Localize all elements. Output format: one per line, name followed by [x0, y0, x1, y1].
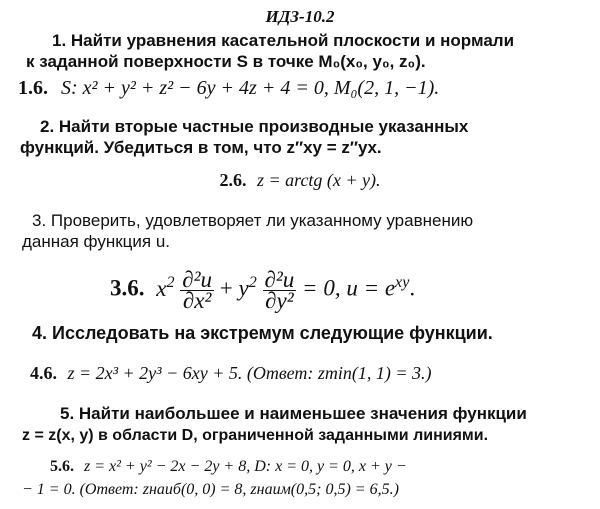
task5-item-line2: − 1 = 0. (Ответ: zнаиб(0, 0) = 8, zнаим(0,5; 0,5) = 6,5.) [22, 481, 399, 498]
task1-item [18, 78, 439, 99]
frac2-numerator: ∂²u [264, 266, 295, 292]
fraction-d2u-dx2 [180, 266, 214, 313]
fraction-d2u-dy2 [263, 266, 297, 313]
task3-line1: 3. Проверить, удовлетворяет ли указанному уравнению [32, 211, 474, 230]
task4-item [30, 363, 432, 384]
task3-end: . [409, 275, 416, 301]
task2-item-label: 2.6. [219, 170, 247, 190]
frac2-denominator: ∂y² [265, 287, 294, 313]
task4-line1: 4. Исследовать на экстремум следующие функции. [32, 323, 493, 343]
task2-item-text: z = arctg (x + y). [256, 170, 381, 190]
frac1-numerator: ∂²u [182, 266, 213, 292]
task2-line1: 2. Найти вторые частные производные указанных [40, 117, 469, 136]
task1-item-label: 1.6. [18, 77, 48, 99]
task3-line2: данная функция u. [22, 232, 170, 251]
task4-item-text: z = 2x³ + 2y³ − 6xy + 5. (Ответ: zmin(1, 1) = 3.) [67, 363, 432, 383]
task5-item-label: 5.6. [50, 458, 74, 475]
task3-exp: xy [395, 274, 410, 291]
task3-equation: 3.6. $x^2$ $\frac{\text{∂²u}}{\text{∂x²}}$ + $y^2$ $\frac{\text{∂²u}}{\text{∂y²}}$ = 0, $u = e^{xy}$. [110, 266, 416, 313]
task5-item-text1: z = x² + y² − 2x − 2y + 8, D: x = 0, y = 0, x + y − [84, 458, 407, 475]
task5-line1: 5. Найти наибольшее и наименьшее значения функции [60, 404, 527, 423]
task1-line2: к заданной поверхности S в точке M₀(x₀, y₀, z₀). [26, 52, 426, 71]
frac1-denominator: ∂x² [182, 287, 212, 313]
task5-line2: z = z(x, y) в области D, ограниченной заданными линиями. [22, 427, 489, 444]
task2-line2: функций. Убедиться в том, что z″xy = z″yx. [20, 138, 382, 157]
task4-item-label: 4.6. [30, 363, 57, 383]
task3-item-label: 3.6. [110, 275, 145, 301]
page-title: ИДЗ-10.2 [265, 7, 335, 26]
task1-line1: 1. Найти уравнения касательной плоскости и нормали [52, 31, 515, 50]
task5-item-line1 [50, 456, 407, 477]
task3-eq-tail: = 0, u = e [302, 275, 396, 301]
task1-item-text: S: x² + y² + z² − 6y + 4z + 4 = 0, M₀(2, 1, −1). [61, 77, 440, 99]
task2-item [0, 170, 600, 191]
